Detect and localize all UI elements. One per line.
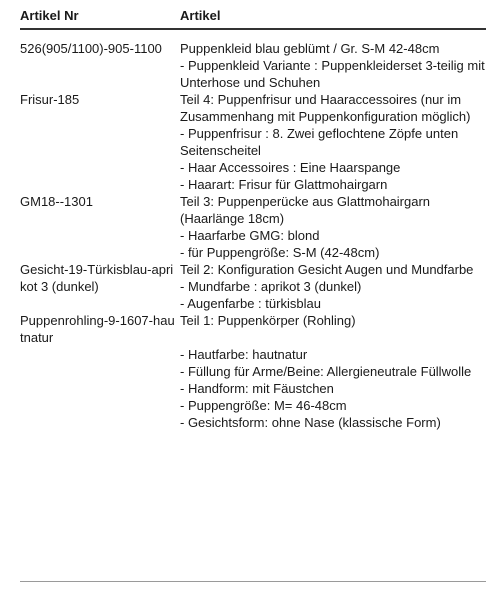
article-detail-line: - Haarart: Frisur für Glattmohairgarn [180, 177, 388, 192]
table-row [20, 91, 486, 193]
article-detail-line: - Mundfarbe : aprikot 3 (dunkel) [180, 279, 362, 294]
article-detail-line: Teil 2: Konfiguration Gesicht Augen und Mundfarbe [180, 262, 474, 277]
article-description-cell [180, 40, 486, 91]
table-row [20, 261, 486, 312]
article-detail-line: Puppenkleid blau geblümt / Gr. S-M 42-48cm [180, 41, 440, 56]
article-detail-line: - Haarfarbe GMG: blond [180, 228, 320, 243]
article-number-cell: GM18--1301 [20, 194, 93, 209]
article-number-cell: Puppenrohling-9-1607-hautnatur [20, 313, 175, 345]
article-detail-line: - Haar Accessoires : Eine Haarspange [180, 160, 401, 175]
article-detail-line: Teil 4: Puppenfrisur und Haaraccessoires (nur im Zusammenhang mit Puppenkonfiguration möglich) [180, 92, 471, 124]
article-number-cell: 526(905/1100)-905-1100 [20, 41, 162, 56]
table-header-row [20, 0, 486, 30]
article-detail-line: - Puppengröße: M= 46-48cm [180, 398, 347, 413]
article-description-cell [180, 193, 486, 261]
article-description-cell [180, 261, 486, 312]
table-body [20, 30, 486, 431]
article-detail-line: - Puppenkleid Variante : Puppenkleiderset 3-teilig mit Unterhose und Schuhen [180, 58, 485, 90]
article-number-cell: Gesicht-19-Türkisblau-aprikot 3 (dunkel) [20, 262, 174, 294]
article-detail-line: Teil 3: Puppenperücke aus Glattmohairgarn (Haarlänge 18cm) [180, 194, 431, 226]
article-number-cell: Frisur-185 [20, 92, 80, 107]
article-detail-line: - Augenfarbe : türkisblau [180, 296, 321, 311]
article-description-cell [180, 312, 486, 431]
article-detail-line: - Puppenfrisur : 8. Zwei geflochtene Zöpfe unten Seitenscheitel [180, 126, 459, 158]
article-detail-line: - Handform: mit Fäustchen [180, 381, 334, 396]
table-row [20, 193, 486, 261]
article-detail-line: - Füllung für Arme/Beine: Allergieneutrale Füllwolle [180, 364, 472, 379]
order-items-table [20, 0, 486, 431]
table-row [20, 312, 486, 431]
article-description-cell [180, 91, 486, 193]
table-bottom-divider [20, 581, 486, 582]
article-detail-line: - Gesichtsform: ohne Nase (klassische Form) [180, 415, 441, 430]
table-row [20, 40, 486, 91]
header-article: Artikel [180, 8, 221, 23]
header-article-number: Artikel Nr [20, 8, 79, 23]
blank-line [180, 329, 486, 346]
article-detail-line: - für Puppengröße: S-M (42-48cm) [180, 245, 380, 260]
article-detail-line: - Hautfarbe: hautnatur [180, 347, 308, 362]
article-detail-line: Teil 1: Puppenkörper (Rohling) [180, 313, 356, 328]
